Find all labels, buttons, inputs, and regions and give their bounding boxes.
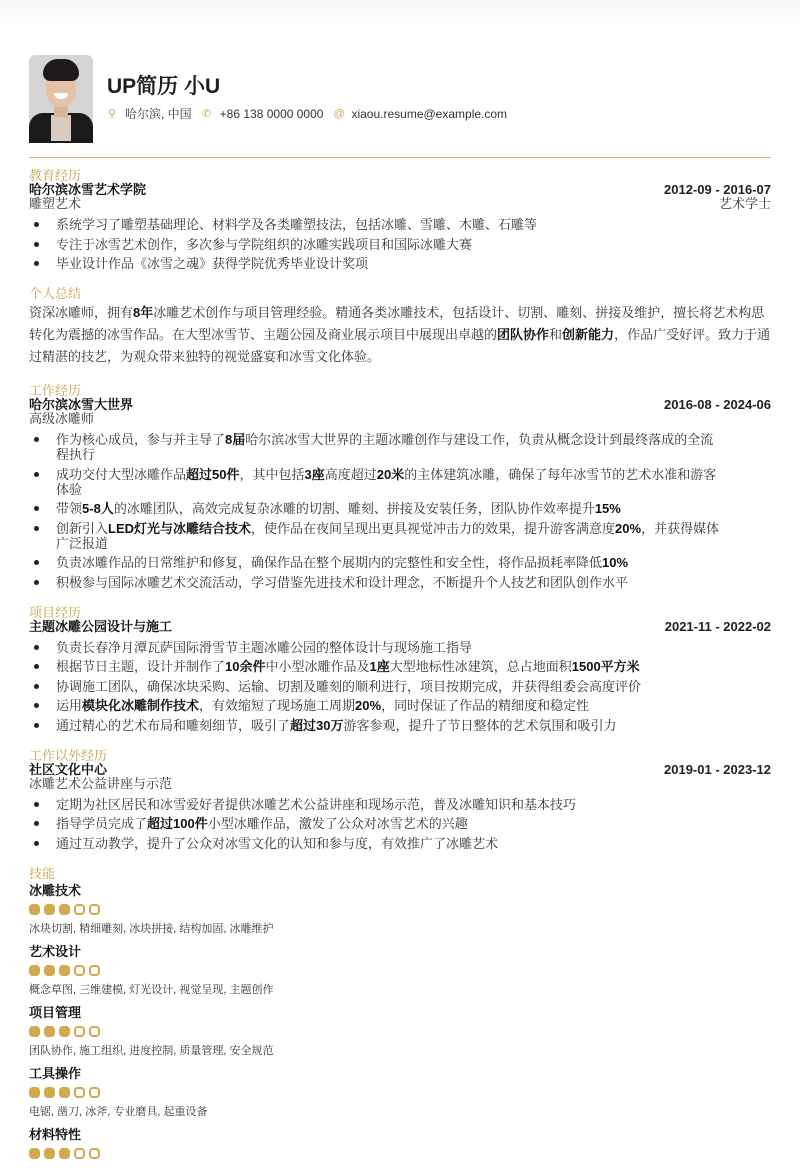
company-name: 哈尔滨冰雪大世界 <box>29 397 134 412</box>
skill-name: 工具操作 <box>29 1065 82 1081</box>
bullet-item <box>29 797 771 812</box>
bullet-item <box>29 217 771 232</box>
filled-dot-icon <box>44 1148 55 1159</box>
highlight-text: 10余件 <box>225 659 266 674</box>
empty-dot-icon <box>74 904 85 915</box>
activity-role: 冰雕艺术公益讲座与示范 <box>29 775 173 791</box>
skill-level-rating <box>29 1148 771 1159</box>
text-segment: 中小型冰雕作品及 <box>265 659 370 674</box>
project-name: 主题冰雕公园设计与施工 <box>29 618 173 634</box>
text-segment: 通过精心的艺术布局和雕刻细节，吸引了 <box>56 717 291 733</box>
contact-info <box>107 105 517 122</box>
filled-dot-icon <box>59 904 70 915</box>
highlight-text: LED灯光与冰雕结合技术 <box>108 520 252 536</box>
text-segment: ，使作品在夜间呈现出更具视觉冲击力的效果，提升游客满意度 <box>251 520 616 536</box>
entry-date: 2021-11 - 2022-02 <box>664 618 771 634</box>
skill-level-rating <box>29 904 771 915</box>
text-segment: 的冰雕团队，高效完成复杂冰雕的切割、雕刻、拼接及安装任务，团队协作效率提升 <box>113 501 595 516</box>
skill-details: 团队协作, 施工组织, 进度控制, 质量管理, 安全规范 <box>29 1044 274 1057</box>
bullet-list <box>29 797 771 851</box>
highlight-text: 超过30万 <box>290 717 344 733</box>
text-segment: 游客参观，提升了节日整体的艺术氛围和吸引力 <box>343 717 617 733</box>
bullet-item <box>29 237 771 252</box>
skill-group <box>29 1066 771 1119</box>
skill-level-rating <box>29 1026 771 1037</box>
bullet-item <box>29 256 771 271</box>
phone-text: +86 138 0000 0000 <box>219 106 324 121</box>
text-segment: 通过互动教学，提升了公众对冰雪文化的认知和参与度，有效推广了冰雕艺术 <box>56 835 499 851</box>
highlight-text: 团队协作 <box>497 327 550 342</box>
bullet-item <box>29 836 771 851</box>
filled-dot-icon <box>44 904 55 915</box>
empty-dot-icon <box>74 1026 85 1037</box>
skill-group <box>29 1005 771 1058</box>
bullet-item <box>29 521 771 551</box>
organization-name: 社区文化中心 <box>29 761 108 777</box>
filled-dot-icon <box>44 1087 55 1098</box>
highlight-text: 1座 <box>369 659 390 674</box>
text-segment: 负责冰雕作品的日常维护和修复，确保作品在整个展期内的完整性和安全性，将作品损耗率降低 <box>56 555 603 570</box>
text-segment: 资深冰雕师，拥有 <box>29 305 134 320</box>
entry-date: 2016-08 - 2024-06 <box>664 397 771 412</box>
text-segment: 毕业设计作品《冰雪之魂》获得学院优秀毕业设计奖项 <box>56 256 369 271</box>
highlight-text: 20米 <box>376 466 405 482</box>
highlight-text: 1500平方米 <box>571 659 640 674</box>
filled-dot-icon <box>29 1087 40 1098</box>
empty-dot-icon <box>89 1148 100 1159</box>
section-other-experience <box>29 749 771 851</box>
section-title: 工作以外经历 <box>29 747 108 763</box>
phone-icon: ✆ <box>202 108 212 120</box>
skill-name: 艺术设计 <box>29 943 82 959</box>
highlight-text: 15% <box>594 501 621 516</box>
skill-details: 冰块切割, 精细雕刻, 冰块拼接, 结构加固, 冰雕维护 <box>29 922 274 935</box>
bullet-item <box>29 659 771 674</box>
section-summary <box>29 287 771 368</box>
text-segment: 负责长春净月潭瓦萨国际滑雪节主题冰雕公园的整体设计与现场施工指导 <box>56 639 473 655</box>
text-segment: 的主体建筑冰雕，确保了每年冰雪节的艺术水准和游客体验 <box>56 466 717 497</box>
profile-photo <box>29 55 93 139</box>
text-segment: 积极参与国际冰雕艺术交流活动，学习借鉴先进技术和设计理念，不断提升个人技艺和团队创作水平 <box>56 574 629 590</box>
skill-name: 项目管理 <box>29 1004 82 1020</box>
highlight-text: 超过100件 <box>147 816 208 831</box>
bullet-item <box>29 575 771 590</box>
text-segment: 大型地标性冰建筑，总占地面积 <box>389 659 572 674</box>
bullet-item <box>29 467 771 497</box>
skill-group <box>29 944 771 997</box>
candidate-name: UP简历 小U <box>107 75 221 98</box>
highlight-text: 20% <box>355 698 382 713</box>
section-work <box>29 384 771 590</box>
section-title: 个人总结 <box>29 286 82 301</box>
empty-dot-icon <box>89 904 100 915</box>
highlight-text: 20% <box>615 520 642 536</box>
filled-dot-icon <box>29 1148 40 1159</box>
text-segment: 和 <box>549 327 563 342</box>
text-segment: ，有效缩短了现场施工周期 <box>199 698 356 713</box>
highlight-text: 8年 <box>133 305 154 320</box>
text-segment: ，作品广受好评。致力于通过精湛的技艺，为观众带来独特的视觉盛宴和冰雪文化体验。 <box>29 327 771 364</box>
location-text: 哈尔滨, 中国 <box>125 107 192 121</box>
text-segment: 专注于冰雪艺术创作，多次参与学院组织的冰雕实践项目和国际冰雕大赛 <box>56 236 473 252</box>
section-title: 工作经历 <box>29 383 82 398</box>
header-divider <box>29 157 771 158</box>
text-segment: 冰雕艺术创作与项目管理经验。精通各类冰雕技术，包括设计、切割、雕刻、拼接及维护，擅长将艺术构思转化为震撼的冰雪作品。在大型冰雪节、主题公园及商业展示项目中展现出卓越的 <box>29 305 765 342</box>
highlight-text: 3座 <box>304 466 325 482</box>
highlight-text: 超过50件 <box>186 466 240 482</box>
empty-dot-icon <box>89 1026 100 1037</box>
filled-dot-icon <box>59 965 70 976</box>
job-title: 高级冰雕师 <box>29 411 95 426</box>
summary-text <box>29 302 771 368</box>
section-title: 项目经历 <box>29 604 82 620</box>
empty-dot-icon <box>89 965 100 976</box>
skill-details: 概念草图, 三维建模, 灯光设计, 视觉呈现, 主题创作 <box>29 983 274 996</box>
skill-name: 材料特性 <box>29 1126 82 1142</box>
text-segment: 根据节日主题，设计并制作了 <box>56 659 226 674</box>
filled-dot-icon <box>59 1148 70 1159</box>
text-segment: 带领 <box>56 501 83 516</box>
contact-location <box>107 105 192 122</box>
text-segment: 作为核心成员，参与并主导了 <box>56 432 226 447</box>
bullet-item <box>29 816 771 831</box>
text-segment: 高度超过 <box>324 466 377 482</box>
contact-phone <box>202 107 324 121</box>
filled-dot-icon <box>29 904 40 915</box>
at-sign-icon: @ <box>333 107 345 120</box>
skill-details: 电锯, 凿刀, 冰斧, 专业磨具, 起重设备 <box>29 1105 208 1118</box>
section-project <box>29 606 771 733</box>
filled-dot-icon <box>59 1026 70 1037</box>
skills-list <box>29 883 771 1159</box>
bullet-list <box>29 217 771 271</box>
skill-name: 冰雕技术 <box>29 882 82 898</box>
highlight-text: 8届 <box>225 432 246 447</box>
highlight-text: 创新能力 <box>562 327 615 342</box>
bullet-item <box>29 698 771 713</box>
bullet-list <box>29 432 771 590</box>
empty-dot-icon <box>74 1087 85 1098</box>
filled-dot-icon <box>59 1087 70 1098</box>
skill-group <box>29 883 771 936</box>
text-segment: 系统学习了雕塑基础理论、材料学及各类雕塑技法，包括冰雕、雪雕、木雕、石雕等 <box>56 217 538 232</box>
section-education <box>29 169 771 271</box>
email-text[interactable]: xiaou.resume@example.com <box>351 106 508 121</box>
bullet-item <box>29 640 771 655</box>
text-segment: 成功交付大型冰雕作品 <box>56 466 187 482</box>
location-pin-icon: ⚲ <box>107 108 117 120</box>
skill-level-rating <box>29 965 771 976</box>
filled-dot-icon <box>44 1026 55 1037</box>
bullet-list <box>29 640 771 733</box>
text-segment: 运用 <box>56 698 83 713</box>
bullet-item <box>29 679 771 694</box>
text-segment: 定期为社区居民和冰雪爱好者提供冰雕艺术公益讲座和现场示范，普及冰雕知识和基本技巧 <box>56 796 577 812</box>
text-segment: 创新引入 <box>56 520 109 536</box>
text-segment: ，其中包括 <box>239 466 305 482</box>
empty-dot-icon <box>74 965 85 976</box>
bullet-item <box>29 432 771 462</box>
bullet-item <box>29 501 771 516</box>
major: 雕塑艺术 <box>29 196 82 211</box>
text-segment: ，并获得媒体广泛报道 <box>56 520 720 551</box>
degree: 艺术学士 <box>718 196 771 211</box>
skill-group <box>29 1127 771 1159</box>
resume-body <box>29 169 771 1175</box>
filled-dot-icon <box>29 965 40 976</box>
highlight-text: 5-8人 <box>82 501 114 516</box>
entry-date: 2019-01 - 2023-12 <box>664 761 771 777</box>
bullet-item <box>29 718 771 733</box>
highlight-text: 模块化冰雕制作技术 <box>82 698 200 713</box>
text-segment: 小型冰雕作品，激发了公众对冰雪艺术的兴趣 <box>207 816 468 831</box>
text-segment: 协调施工团队，确保冰块采购、运输、切割及雕刻的顺利进行，项目按期完成，并获得组委会高度评价 <box>56 678 642 694</box>
section-title: 教育经历 <box>29 168 82 183</box>
school-name: 哈尔滨冰雪艺术学院 <box>29 182 147 197</box>
empty-dot-icon <box>89 1087 100 1098</box>
empty-dot-icon <box>74 1148 85 1159</box>
entry-date: 2012-09 - 2016-07 <box>664 182 771 197</box>
highlight-text: 10% <box>602 555 629 570</box>
resume-header <box>29 55 517 139</box>
section-skills <box>29 867 771 1159</box>
filled-dot-icon <box>44 965 55 976</box>
skill-level-rating <box>29 1087 771 1098</box>
bullet-item <box>29 555 771 570</box>
text-segment: 哈尔滨冰雪大世界的主题冰雕创作与建设工作，负责从概念设计到最终落成的全流程执行 <box>56 432 714 462</box>
page-top-band <box>0 0 800 30</box>
section-title: 技能 <box>29 865 56 881</box>
filled-dot-icon <box>29 1026 40 1037</box>
contact-email <box>333 107 507 121</box>
text-segment: 指导学员完成了 <box>56 816 148 831</box>
text-segment: ，同时保证了作品的精细度和稳定性 <box>381 698 590 713</box>
